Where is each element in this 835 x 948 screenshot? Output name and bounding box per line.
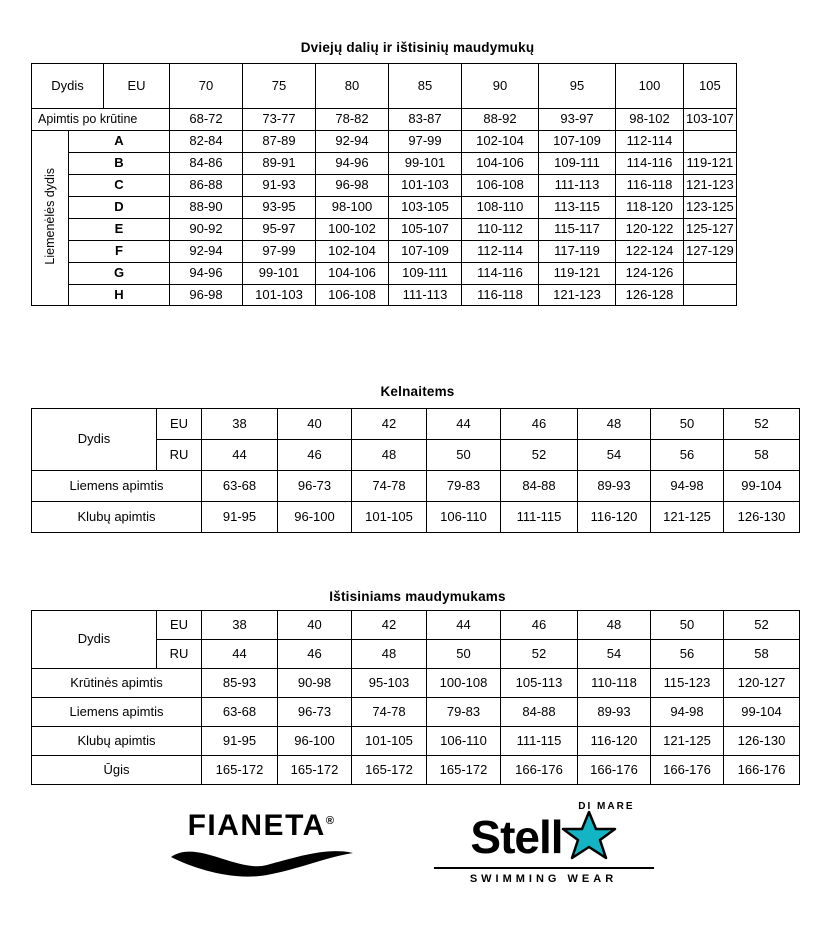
cup-value: 101-103: [243, 284, 316, 306]
onepiece-cell: 165-172: [278, 756, 352, 785]
cup-value: 89-91: [243, 152, 316, 174]
onepiece-cell: 165-172: [352, 756, 427, 785]
table-row: [32, 727, 800, 756]
fianeta-wordmark: [188, 809, 336, 843]
cup-value: 97-99: [389, 130, 462, 152]
bikini-eu-value: 95: [539, 64, 616, 109]
bottoms-table-title: Kelnaitems: [380, 384, 455, 399]
table-row: [32, 698, 800, 727]
onepiece-row-label: Klubų apimtis: [32, 727, 202, 756]
cup-value: 91-93: [243, 174, 316, 196]
onepiece-cell: 165-172: [427, 756, 501, 785]
onepiece-row-label: Krūtinės apimtis: [32, 669, 202, 698]
underbust-value: 103-107: [684, 109, 737, 131]
cup-value: 96-98: [170, 284, 243, 306]
cup-value: 127-129: [684, 240, 737, 262]
bottoms-ru-value: 52: [501, 440, 578, 471]
bottoms-eu-value: 40: [278, 409, 352, 440]
table-row: [32, 152, 737, 174]
onepiece-cell: 63-68: [202, 698, 278, 727]
onepiece-cell: 95-103: [352, 669, 427, 698]
cup-value: 122-124: [616, 240, 684, 262]
cup-value: 107-109: [539, 130, 616, 152]
cup-value: 120-122: [616, 218, 684, 240]
cup-value: 102-104: [316, 240, 389, 262]
cup-value: 95-97: [243, 218, 316, 240]
bikini-eu-value: 100: [616, 64, 684, 109]
fianeta-logo: [167, 809, 357, 877]
bikini-eu-label: EU: [104, 64, 170, 109]
cup-value: 112-114: [462, 240, 539, 262]
onepiece-cell: 165-172: [202, 756, 278, 785]
onepiece-cell: 94-98: [651, 698, 724, 727]
onepiece-ru-value: 48: [352, 640, 427, 669]
bikini-eu-value: 105: [684, 64, 737, 109]
bottoms-eu-value: 46: [501, 409, 578, 440]
onepiece-size-label: Dydis: [32, 611, 157, 669]
onepiece-cell: 166-176: [651, 756, 724, 785]
cup-value: 108-110: [462, 196, 539, 218]
stella-tagline-top: DI MARE: [578, 801, 635, 812]
bottoms-cell: 79-83: [427, 471, 501, 502]
bottoms-cell: 126-130: [724, 502, 800, 533]
bikini-eu-value: 80: [316, 64, 389, 109]
table-row: [32, 409, 800, 440]
onepiece-cell: 111-115: [501, 727, 578, 756]
onepiece-ru-value: 46: [278, 640, 352, 669]
bottoms-cell: 106-110: [427, 502, 501, 533]
bottoms-cell: 111-115: [501, 502, 578, 533]
onepiece-row-label: Liemens apimtis: [32, 698, 202, 727]
cup-value: 124-126: [616, 262, 684, 284]
cup-value: [684, 284, 737, 306]
onepiece-cell: 100-108: [427, 669, 501, 698]
table-row: [32, 64, 737, 109]
cup-value: [684, 130, 737, 152]
bottoms-cell: 94-98: [651, 471, 724, 502]
bikini-eu-value: 85: [389, 64, 462, 109]
fianeta-text: FIANETA: [187, 809, 326, 842]
bottoms-cell: 96-73: [278, 471, 352, 502]
bottoms-ru-value: 48: [352, 440, 427, 471]
cup-value: 87-89: [243, 130, 316, 152]
bottoms-cell: 84-88: [501, 471, 578, 502]
bottoms-eu-value: 38: [202, 409, 278, 440]
stella-wordmark: [470, 810, 616, 864]
underbust-label: Apimtis po krūtine: [32, 109, 170, 131]
cup-label: D: [69, 196, 170, 218]
cup-value: 106-108: [462, 174, 539, 196]
onepiece-cell: 79-83: [427, 698, 501, 727]
bikini-table-title: Dviejų dalių ir ištisinių maudymukų: [300, 40, 535, 55]
onepiece-eu-value: 48: [578, 611, 651, 640]
cup-value: 97-99: [243, 240, 316, 262]
cup-value: 121-123: [684, 174, 737, 196]
underbust-value: 73-77: [243, 109, 316, 131]
bikini-eu-value: 75: [243, 64, 316, 109]
bottoms-eu-value: 44: [427, 409, 501, 440]
bikini-eu-value: 90: [462, 64, 539, 109]
cup-value: 98-100: [316, 196, 389, 218]
bottoms-ru-label: RU: [157, 440, 202, 471]
cup-value: 86-88: [170, 174, 243, 196]
onepiece-table-wrapper: [31, 610, 800, 785]
onepiece-eu-value: 50: [651, 611, 724, 640]
table-row: [32, 218, 737, 240]
cup-value: 116-118: [616, 174, 684, 196]
fianeta-swoosh-icon: [167, 843, 357, 877]
cup-value: 100-102: [316, 218, 389, 240]
cup-value: 90-92: [170, 218, 243, 240]
cup-value: 103-105: [389, 196, 462, 218]
cup-label: E: [69, 218, 170, 240]
underbust-value: 98-102: [616, 109, 684, 131]
bottoms-cell: 121-125: [651, 502, 724, 533]
cup-value: 113-115: [539, 196, 616, 218]
cup-value: 88-90: [170, 196, 243, 218]
table-row: [32, 196, 737, 218]
onepiece-eu-value: 46: [501, 611, 578, 640]
star-icon: [561, 810, 617, 864]
onepiece-cell: 96-100: [278, 727, 352, 756]
stella-divider: [434, 867, 654, 869]
cup-value: 92-94: [170, 240, 243, 262]
cup-label: B: [69, 152, 170, 174]
stella-logo: [419, 801, 669, 885]
table-row: [32, 240, 737, 262]
bottoms-ru-value: 50: [427, 440, 501, 471]
cup-label: G: [69, 262, 170, 284]
underbust-value: 83-87: [389, 109, 462, 131]
onepiece-ru-value: 56: [651, 640, 724, 669]
onepiece-table-title: Ištisiniams maudymukams: [329, 589, 506, 604]
cup-value: 114-116: [462, 262, 539, 284]
cup-value: 121-123: [539, 284, 616, 306]
onepiece-eu-label: EU: [157, 611, 202, 640]
cup-value: 99-101: [389, 152, 462, 174]
table-row: [32, 174, 737, 196]
onepiece-cell: 166-176: [578, 756, 651, 785]
bottoms-size-table: [31, 408, 800, 533]
cup-value: 104-106: [462, 152, 539, 174]
stella-tagline-bottom: SWIMMING WEAR: [469, 873, 618, 885]
cup-value: 119-121: [684, 152, 737, 174]
bottoms-eu-value: 52: [724, 409, 800, 440]
cup-value: 111-113: [539, 174, 616, 196]
bottoms-cell: 91-95: [202, 502, 278, 533]
cup-value: 118-120: [616, 196, 684, 218]
cup-value: 84-86: [170, 152, 243, 174]
table-row: [32, 262, 737, 284]
bottoms-cell: 116-120: [578, 502, 651, 533]
onepiece-ru-value: 44: [202, 640, 278, 669]
cup-label: H: [69, 284, 170, 306]
bottoms-eu-label: EU: [157, 409, 202, 440]
cup-value: 110-112: [462, 218, 539, 240]
table-row: [32, 611, 800, 640]
cup-label: F: [69, 240, 170, 262]
cup-value: 109-111: [389, 262, 462, 284]
onepiece-cell: 116-120: [578, 727, 651, 756]
onepiece-cell: 121-125: [651, 727, 724, 756]
stella-text: Stell: [470, 811, 563, 863]
onepiece-eu-value: 44: [427, 611, 501, 640]
table-row: [32, 669, 800, 698]
onepiece-cell: 84-88: [501, 698, 578, 727]
table-row: [32, 502, 800, 533]
onepiece-cell: 101-105: [352, 727, 427, 756]
onepiece-cell: 105-113: [501, 669, 578, 698]
onepiece-cell: 126-130: [724, 727, 800, 756]
onepiece-cell: 74-78: [352, 698, 427, 727]
cup-value: 94-96: [316, 152, 389, 174]
cup-value: 101-103: [389, 174, 462, 196]
cup-value: 114-116: [616, 152, 684, 174]
bottoms-ru-value: 54: [578, 440, 651, 471]
cup-value: 102-104: [462, 130, 539, 152]
onepiece-ru-value: 50: [427, 640, 501, 669]
onepiece-cell: 90-98: [278, 669, 352, 698]
bottoms-cell: 99-104: [724, 471, 800, 502]
cup-value: 117-119: [539, 240, 616, 262]
registered-mark-icon: ®: [325, 815, 336, 827]
table-row: [32, 756, 800, 785]
bikini-eu-value: 70: [170, 64, 243, 109]
brand-logos: [0, 788, 835, 898]
cup-value: 119-121: [539, 262, 616, 284]
bottoms-cell: 101-105: [352, 502, 427, 533]
onepiece-ru-label: RU: [157, 640, 202, 669]
cup-value: 99-101: [243, 262, 316, 284]
onepiece-cell: 106-110: [427, 727, 501, 756]
cup-value: 126-128: [616, 284, 684, 306]
bottoms-ru-value: 58: [724, 440, 800, 471]
onepiece-cell: 89-93: [578, 698, 651, 727]
onepiece-ru-value: 58: [724, 640, 800, 669]
bottoms-ru-value: 46: [278, 440, 352, 471]
bottoms-size-label: Dydis: [32, 409, 157, 471]
cup-value: 116-118: [462, 284, 539, 306]
onepiece-cell: 85-93: [202, 669, 278, 698]
cup-value: 93-95: [243, 196, 316, 218]
cup-value: 123-125: [684, 196, 737, 218]
underbust-value: 78-82: [316, 109, 389, 131]
cup-value: 82-84: [170, 130, 243, 152]
underbust-value: 68-72: [170, 109, 243, 131]
onepiece-cell: 166-176: [501, 756, 578, 785]
onepiece-cell: 166-176: [724, 756, 800, 785]
onepiece-cell: 96-73: [278, 698, 352, 727]
onepiece-cell: 110-118: [578, 669, 651, 698]
cup-value: 105-107: [389, 218, 462, 240]
onepiece-eu-value: 38: [202, 611, 278, 640]
onepiece-eu-value: 42: [352, 611, 427, 640]
onepiece-eu-value: 40: [278, 611, 352, 640]
bottoms-ru-value: 56: [651, 440, 724, 471]
bottoms-cell: 96-100: [278, 502, 352, 533]
bottoms-table-wrapper: [31, 408, 800, 533]
cup-value: 96-98: [316, 174, 389, 196]
cup-value: 111-113: [389, 284, 462, 306]
bottoms-eu-value: 48: [578, 409, 651, 440]
cup-value: 104-106: [316, 262, 389, 284]
onepiece-cell: 115-123: [651, 669, 724, 698]
table-row: [32, 109, 737, 131]
cup-value: 115-117: [539, 218, 616, 240]
onepiece-row-label: Ūgis: [32, 756, 202, 785]
bikini-size-table: [31, 63, 737, 306]
table-row: [32, 471, 800, 502]
cup-value: [684, 262, 737, 284]
table-row: [32, 284, 737, 306]
onepiece-cell: 120-127: [724, 669, 800, 698]
cup-value: 92-94: [316, 130, 389, 152]
bottoms-ru-value: 44: [202, 440, 278, 471]
underbust-value: 88-92: [462, 109, 539, 131]
onepiece-cell: 91-95: [202, 727, 278, 756]
bottoms-row-label: Liemens apimtis: [32, 471, 202, 502]
bottoms-eu-value: 42: [352, 409, 427, 440]
cup-label: C: [69, 174, 170, 196]
cup-value: 125-127: [684, 218, 737, 240]
cup-value: 94-96: [170, 262, 243, 284]
table-row: [32, 130, 737, 152]
cup-label: A: [69, 130, 170, 152]
underbust-value: 93-97: [539, 109, 616, 131]
onepiece-ru-value: 52: [501, 640, 578, 669]
bottoms-cell: 63-68: [202, 471, 278, 502]
bottoms-eu-value: 50: [651, 409, 724, 440]
onepiece-eu-value: 52: [724, 611, 800, 640]
onepiece-size-table: [31, 610, 800, 785]
cup-group-label: Liemenėlės dydis: [32, 130, 69, 306]
bottoms-row-label: Klubų apimtis: [32, 502, 202, 533]
bottoms-cell: 89-93: [578, 471, 651, 502]
cup-value: 107-109: [389, 240, 462, 262]
cup-value: 112-114: [616, 130, 684, 152]
bikini-table-wrapper: [31, 63, 737, 306]
onepiece-ru-value: 54: [578, 640, 651, 669]
cup-value: 109-111: [539, 152, 616, 174]
onepiece-cell: 99-104: [724, 698, 800, 727]
cup-value: 106-108: [316, 284, 389, 306]
bikini-size-label: Dydis: [32, 64, 104, 109]
bottoms-cell: 74-78: [352, 471, 427, 502]
